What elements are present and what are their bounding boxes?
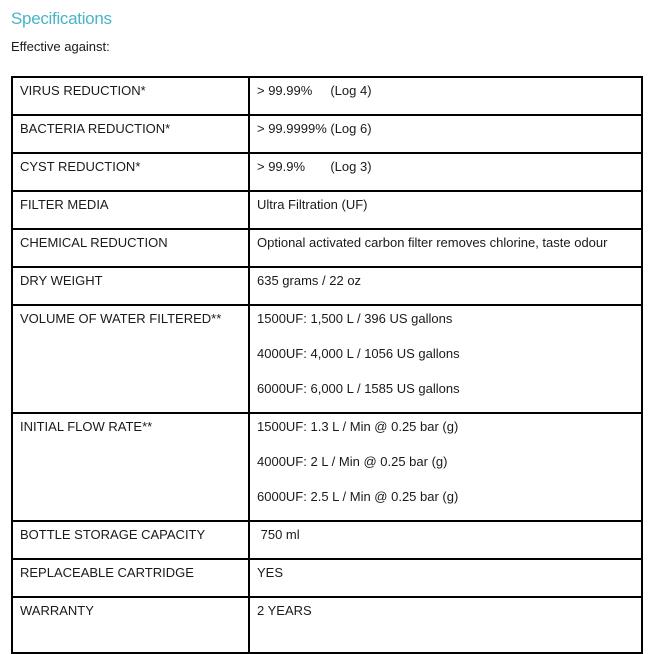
table-row-initial-flow-rate	[12, 413, 642, 521]
row-label: INITIAL FLOW RATE**	[12, 413, 249, 521]
row-value-line: > 99.9999% (Log 6)	[257, 121, 372, 136]
row-value-line: > 99.99% (Log 4)	[257, 83, 372, 98]
row-label: VOLUME OF WATER FILTERED**	[12, 305, 249, 413]
row-value	[249, 153, 642, 191]
row-label: WARRANTY	[12, 597, 249, 653]
row-value-line: 6000UF: 2.5 L / Min @ 0.25 bar (g)	[257, 489, 459, 504]
row-value-line: 2 YEARS	[257, 603, 312, 618]
row-value	[249, 559, 642, 597]
table-row-volume-filtered	[12, 305, 642, 413]
page-subtitle: Effective against:	[11, 39, 110, 54]
row-value-line: 635 grams / 22 oz	[257, 273, 362, 288]
row-value-line: 750 ml	[257, 527, 300, 542]
row-value	[249, 77, 642, 115]
row-value	[249, 115, 642, 153]
specifications-table	[11, 76, 643, 654]
table-row-bottle-capacity	[12, 521, 642, 559]
row-value-line: Optional activated carbon filter removes chlorine, taste odour	[257, 235, 608, 250]
table-row-warranty	[12, 597, 642, 653]
table-row-dry-weight	[12, 267, 642, 305]
row-value-line: 1500UF: 1.3 L / Min @ 0.25 bar (g)	[257, 419, 459, 434]
row-value-line: > 99.9% (Log 3)	[257, 159, 372, 174]
row-value-line: 4000UF: 2 L / Min @ 0.25 bar (g)	[257, 454, 448, 469]
row-value	[249, 413, 642, 521]
row-label: DRY WEIGHT	[12, 267, 249, 305]
row-label: BOTTLE STORAGE CAPACITY	[12, 521, 249, 559]
row-label: FILTER MEDIA	[12, 191, 249, 229]
row-value-line: YES	[257, 565, 284, 580]
row-label: BACTERIA REDUCTION*	[12, 115, 249, 153]
row-value	[249, 229, 642, 267]
row-value	[249, 305, 642, 413]
row-value	[249, 191, 642, 229]
row-label: CYST REDUCTION*	[12, 153, 249, 191]
row-label: REPLACEABLE CARTRIDGE	[12, 559, 249, 597]
table-row-chemical-reduction	[12, 229, 642, 267]
row-label: VIRUS REDUCTION*	[12, 77, 249, 115]
table-row-filter-media	[12, 191, 642, 229]
table-row-replaceable-cartridge	[12, 559, 642, 597]
row-value-line: Ultra Filtration (UF)	[257, 197, 368, 212]
page-title: Specifications	[11, 9, 112, 28]
row-value-line: 1500UF: 1,500 L / 396 US gallons	[257, 311, 453, 326]
table-row-virus-reduction	[12, 77, 642, 115]
row-value	[249, 597, 642, 653]
table-row-cyst-reduction	[12, 153, 642, 191]
row-value-line: 4000UF: 4,000 L / 1056 US gallons	[257, 346, 460, 361]
row-value-line: 6000UF: 6,000 L / 1585 US gallons	[257, 381, 460, 396]
row-value	[249, 521, 642, 559]
table-row-bacteria-reduction	[12, 115, 642, 153]
row-label: CHEMICAL REDUCTION	[12, 229, 249, 267]
row-value	[249, 267, 642, 305]
